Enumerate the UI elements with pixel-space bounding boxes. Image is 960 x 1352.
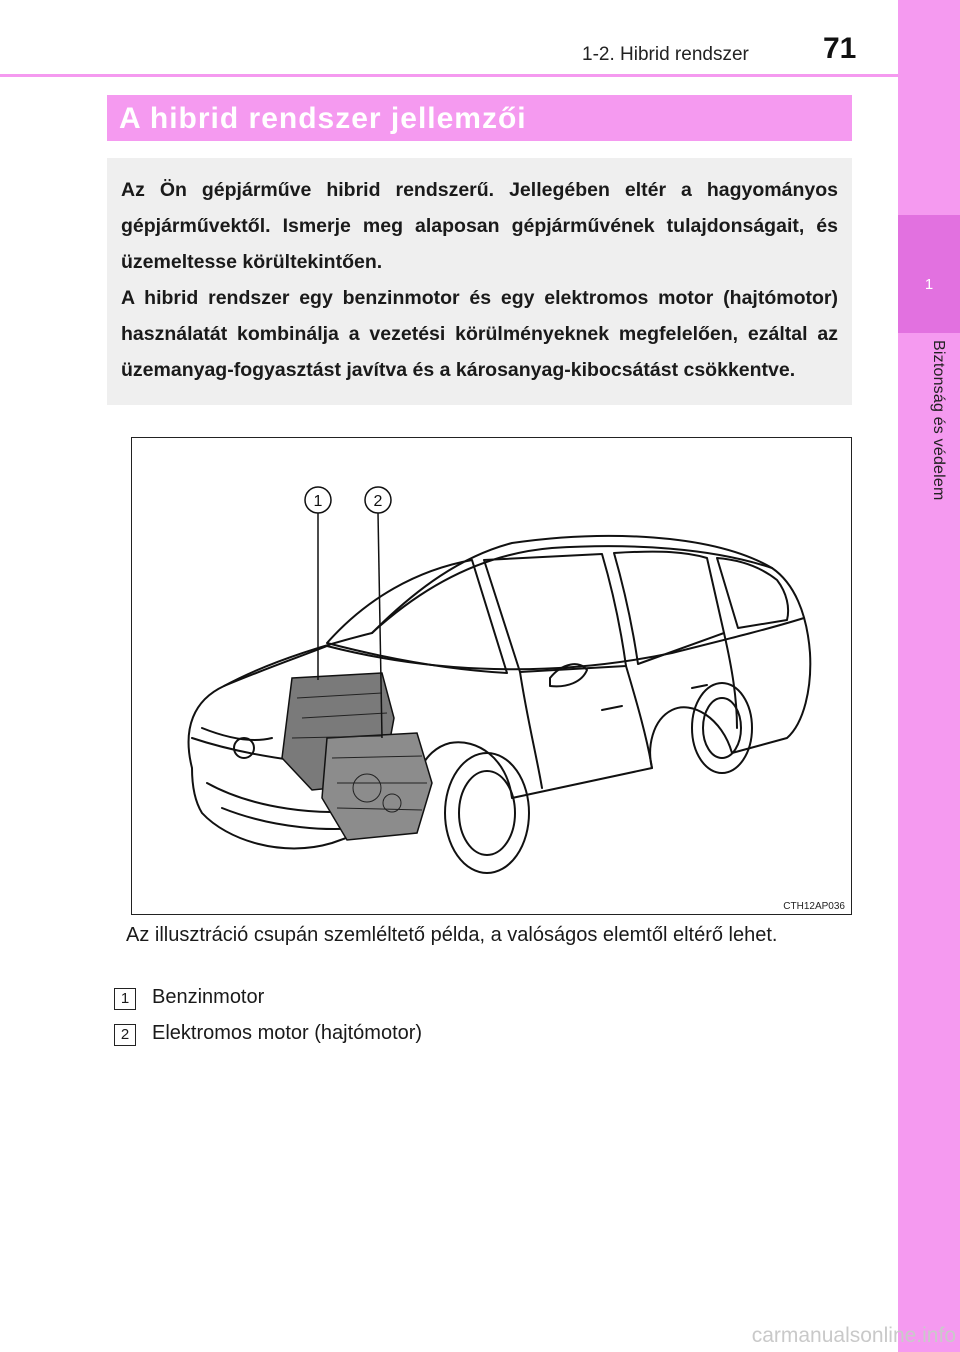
page-number: 71 (823, 32, 857, 65)
intro-paragraph: A hibrid rendszer egy benzinmotor és egy elektromos motor (hajtómotor) használatát kombinálja a vezetési körülményeknek megfelelően, ezáltal az üzemanyag-fogyasztást javítva és a károsanyag-kibocsátást csökkentve. (121, 287, 838, 381)
illustration-caption: Az illusztráció csupán szemléltető példa, a valóságos elemtől eltérő lehet. (126, 924, 778, 946)
legend-number: 1 (114, 988, 136, 1010)
intro-paragraph: Az Ön gépjárműve hibrid rendszerű. Jellegében eltér a hagyományos gépjárművektől. Ismerje meg alaposan gépjárművének tulajdonságait, és üzemeltesse körültekintően. (121, 179, 838, 273)
page-title: A hibrid rendszer jellemzői (119, 102, 527, 135)
legend-label: Benzinmotor (152, 986, 265, 1008)
callout-1 (305, 487, 331, 513)
chapter-marker (898, 215, 960, 333)
hybrid-car-illustration (131, 437, 852, 915)
watermark: carmanualsonline.info (751, 1324, 956, 1347)
legend-label: Elektromos motor (hajtómotor) (152, 1022, 423, 1044)
car-drawing (132, 438, 851, 914)
legend-number: 2 (114, 1024, 136, 1046)
chapter-label: Biztonság és védelem (930, 340, 947, 501)
illustration-code: CTH12AP036 (783, 901, 845, 912)
intro-box (107, 158, 852, 405)
callout-2 (365, 487, 391, 513)
callout-label: 2 (373, 493, 383, 510)
header-divider (0, 74, 898, 77)
callout-label: 1 (313, 493, 323, 510)
chapter-side-tab (898, 0, 960, 1352)
chapter-number: 1 (924, 276, 934, 293)
section-heading: 1-2. Hibrid rendszer (582, 44, 749, 65)
title-bar (107, 95, 852, 141)
